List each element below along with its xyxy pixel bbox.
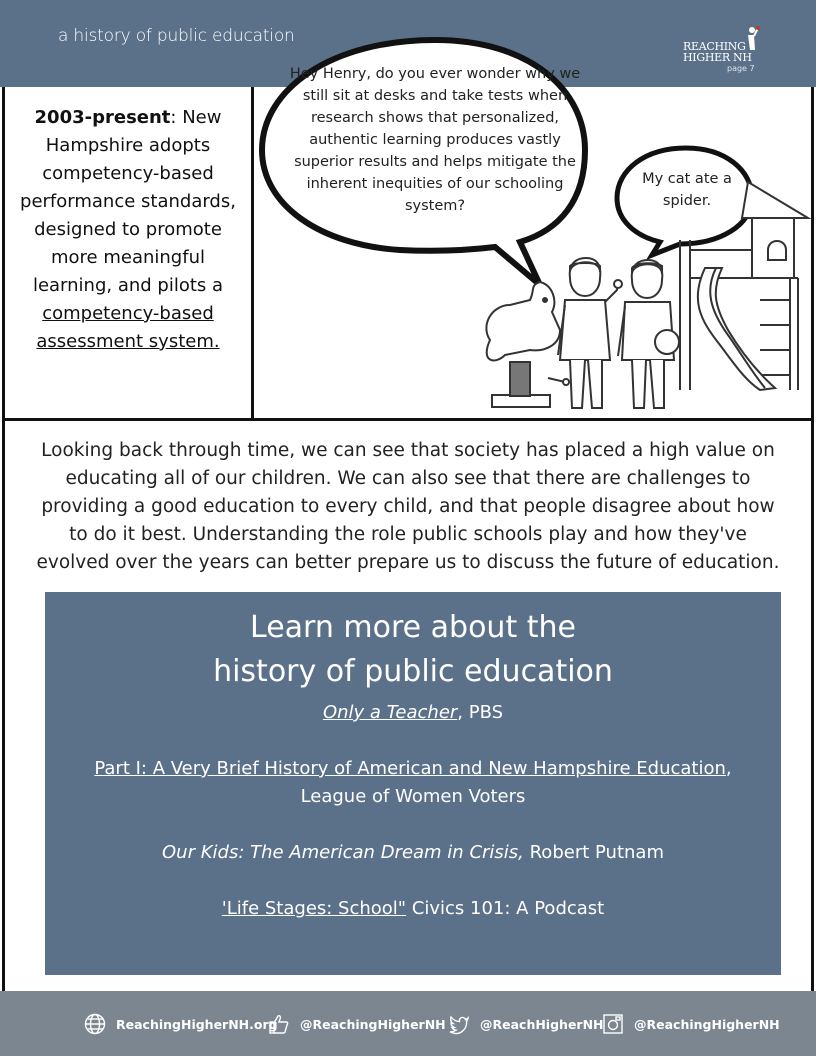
resource-book-our-kids: Our Kids: The American Dream in Crisis, — [162, 842, 524, 863]
timeline-period: 2003-present — [34, 107, 171, 128]
page-number: page 7 — [727, 64, 755, 73]
spring-rider — [486, 282, 569, 407]
thumbs-up-icon — [268, 1013, 290, 1035]
speech-bubble-text-small: My cat ate a spider. — [642, 171, 732, 209]
speech-bubble-text-large: Hey Henry, do you ever wonder why we still sit at desks and take tests when research shows that personalized, authentic learning produces vastly superior results and helps mitigate the inherent inequities of our schooling system? — [289, 66, 581, 214]
resource-item — [45, 895, 781, 923]
footer-instagram-text: @ReachingHigherNH — [634, 1016, 780, 1032]
competency-assessment-link[interactable]: competency-based assessment system. — [36, 303, 220, 352]
footer-instagram[interactable] — [602, 1012, 780, 1036]
resource-link-only-a-teacher[interactable]: Only a Teacher — [322, 702, 458, 723]
boy-with-ball — [618, 260, 679, 408]
timeline-description: : New Hampshire adopts competency-based performance standards, designed to promote more meaningful learning, and pilots a — [20, 107, 236, 296]
resource-source: , PBS — [457, 702, 504, 723]
resource-item — [45, 839, 781, 867]
resource-source-line2: League of Women Voters — [300, 786, 526, 807]
twitter-bird-icon — [448, 1013, 470, 1035]
learn-more-heading-line1: Learn more about the — [250, 610, 576, 645]
resource-item — [45, 699, 781, 727]
summary-paragraph: Looking back through time, we can see that society has placed a high value on educating all of our children. We can also see that there are challenges to providing a good education to every child, and that people disagree about how to do it best. Understanding the role public schools play and how they've evolved over the years can better prepare us to discuss the future of education. — [36, 440, 780, 573]
footer-twitter[interactable] — [448, 1012, 604, 1036]
page-footer — [0, 991, 816, 1056]
logo-text-line1: REACHING — [683, 40, 746, 53]
resource-item — [45, 755, 781, 811]
globe-icon — [84, 1013, 106, 1035]
resource-link-brief-history[interactable]: Part I: A Very Brief History of American and New Hampshire Education — [94, 758, 726, 779]
footer-facebook[interactable] — [268, 1012, 446, 1036]
footer-facebook-text: @ReachingHigherNH — [300, 1016, 446, 1032]
logo-text-line2: HIGHER NH — [683, 51, 752, 64]
learn-more-box — [45, 592, 781, 975]
timeline-entry — [20, 104, 236, 356]
resource-source: , — [725, 758, 732, 779]
footer-website[interactable] — [84, 1012, 278, 1036]
footer-twitter-text: @ReachHigherNH — [480, 1016, 604, 1032]
learn-more-heading-line2: history of public education — [213, 654, 613, 689]
header-title: a history of public education — [58, 26, 295, 46]
resource-source: Robert Putnam — [523, 842, 664, 863]
footer-website-text: ReachingHigherNH.org — [116, 1016, 278, 1032]
instagram-icon — [602, 1013, 624, 1035]
resource-link-life-stages[interactable]: 'Life Stages: School" — [221, 898, 407, 919]
resource-source: Civics 101: A Podcast — [406, 898, 605, 919]
learn-more-heading — [45, 606, 781, 694]
